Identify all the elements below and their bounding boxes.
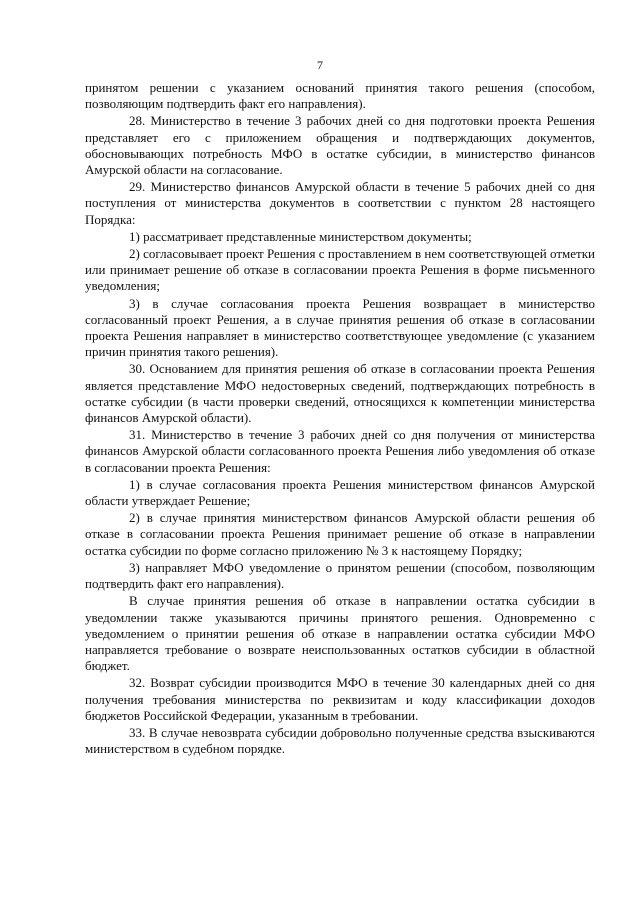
paragraph-33: 33. В случае невозврата субсидии добровольно полученные средства взыскиваются министерством в судебном порядке. <box>85 724 595 757</box>
paragraph-32: 32. Возврат субсидии производится МФО в течение 30 календарных дней со дня получения требования министерства по реквизитам и коду классификации доходов бюджетов Российской Федерации, указанным в требовании. <box>85 675 595 723</box>
paragraph-31: 31. Министерство в течение 3 рабочих дней со дня получения от министерства финансов Амурской области согласованного проекта Решения либо уведомления об отказе в согласовании проекта Решения: <box>85 427 595 475</box>
paragraph-29-item-2: 2) согласовывает проект Решения с проставлением в нем соответствующей отметки или принимает решение об отказе в согласовании проекта Решения в форме письменного уведомления; <box>85 246 595 294</box>
document-body <box>85 80 595 757</box>
paragraph-31-item-1: 1) в случае согласования проекта Решения министерством финансов Амурской области утверждает Решение; <box>85 476 595 509</box>
paragraph-31-item-3: 3) направляет МФО уведомление о принятом решении (способом, позволяющим подтвердить факт его направления). <box>85 559 595 592</box>
paragraph-29: 29. Министерство финансов Амурской области в течение 5 рабочих дней со дня поступления от министерства документов в соответствии с пунктом 28 настоящего Порядка: <box>85 179 595 227</box>
paragraph-29-item-3: 3) в случае согласования проекта Решения возвращает в министерство согласованный проект Решения, а в случае принятия решения об отказе в согласовании проекта Решения направляет в министерство соответствующее уведомление (с указанием причин принятия такого решения). <box>85 295 595 360</box>
paragraph-29-item-1: 1) рассматривает представленные министерством документы; <box>129 228 472 244</box>
page-number: 7 <box>317 58 323 72</box>
paragraph-continuation: принятом решении с указанием оснований принятия такого решения (способом, позволяющим подтвердить факт его направления). <box>85 80 595 112</box>
paragraph-30: 30. Основанием для принятия решения об отказе в согласовании проекта Решения является представление МФО недостоверных сведений, подтверждающих потребность в остатке субсидии (в части проверки сведений, относящихся к компетенции министерства финансов Амурской области). <box>85 361 595 426</box>
paragraph-28: 28. Министерство в течение 3 рабочих дней со дня подготовки проекта Решения представляет его с приложением обращения и подтверждающих документов, обосновывающих потребность МФО в остатке субсидии, в министерство финансов Амурской области на согласование. <box>85 113 595 178</box>
paragraph-31-note: В случае принятия решения об отказе в направлении остатка субсидии в уведомлении также указываются причины принятого решения. Одновременно с уведомлением о принятии решения об отказе в направлении остатка субсидии МФО направляется требование о возврате неиспользованных остатков субсидии в областной бюджет. <box>85 593 595 674</box>
paragraph-31-item-2: 2) в случае принятия министерством финансов Амурской области решения об отказе в согласовании проекта Решения принимает решение об отказе в направлении остатка субсидии по форме согласно приложению № 3 к настоящему Порядку; <box>85 510 595 558</box>
